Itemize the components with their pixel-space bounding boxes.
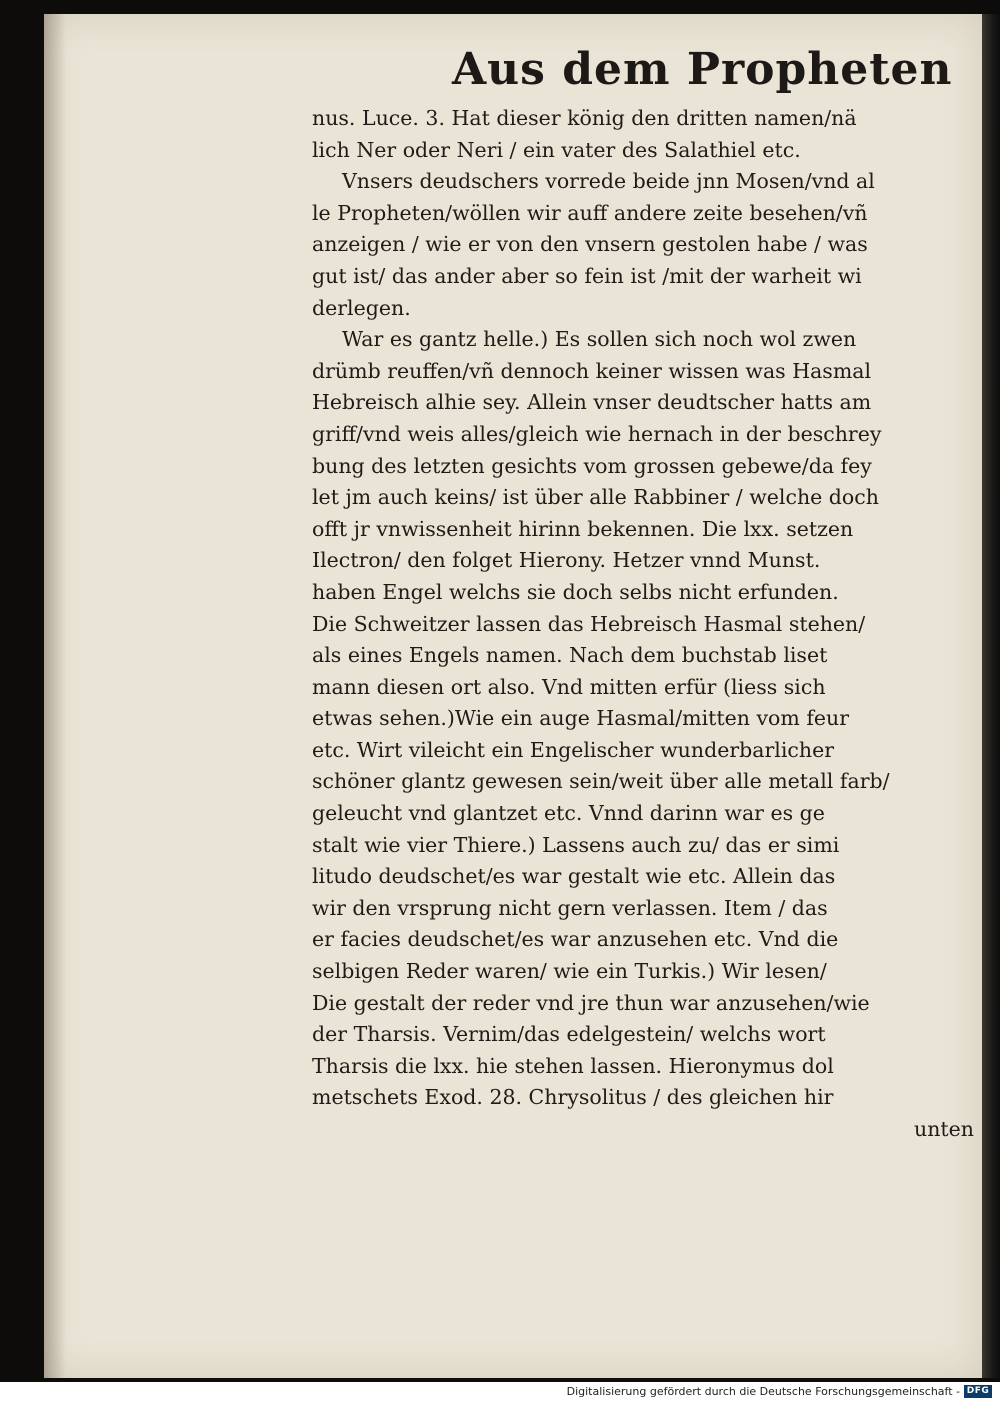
text-line: wir den vrsprung nicht gern verlassen. Item / das (312, 895, 828, 920)
text-line: etc. Wirt vileicht ein Engelischer wunderbarlicher (312, 737, 834, 762)
text-line: Die Schweitzer lassen das Hebreisch Hasmal stehen/ (312, 611, 866, 636)
text-line: er facies deudschet/es war anzusehen etc. Vnd die (312, 927, 839, 952)
running-head: Aus dem Propheten (452, 44, 953, 95)
text-line: gut ist/ das ander aber so fein ist /mit der warheit wi (312, 263, 862, 288)
page-edge (982, 14, 1000, 1378)
text-line: nus. Luce. 3. Hat dieser könig den dritten namen/nä (312, 106, 857, 130)
text-line: bung des letzten gesichts vom grossen gebewe/da fey (312, 453, 872, 478)
text-line: metschets Exod. 28. Chrysolitus / des gleichen hir (312, 1085, 834, 1110)
text-line: Ilectron/ den folget Hierony. Hetzer vnnd Munst. (312, 548, 821, 573)
text-line: griff/vnd weis alles/gleich wie hernach in der beschrey (312, 421, 882, 446)
body-text (312, 103, 974, 1146)
text-line: selbigen Reder waren/ wie ein Turkis.) Wir lesen/ (312, 959, 827, 984)
text-line: let jm auch keins/ ist über alle Rabbiner / welche doch (312, 485, 879, 510)
text-line: anzeigen / wie er von den vnsern gestolen habe / was (312, 232, 868, 257)
funding-credit: Digitalisierung gefördert durch die Deutsche Forschungsgemeinschaft - (566, 1385, 960, 1398)
footer-bar (0, 1382, 1000, 1402)
text-line: stalt wie vier Thiere.) Lassens auch zu/ das er simi (312, 832, 840, 857)
page-gutter-shadow (44, 14, 66, 1378)
text-line: haben Engel welchs sie doch selbs nicht erfunden. (312, 579, 839, 604)
text-line: als eines Engels namen. Nach dem buchstab liset (312, 643, 828, 668)
text-line: offt jr vnwissenheit hirinn bekennen. Die lxx. setzen (312, 516, 854, 541)
text-line: lich Ner oder Neri / ein vater des Salathiel etc. (312, 137, 801, 162)
text-line: der Tharsis. Vernim/das edelgestein/ welchs wort (312, 1022, 826, 1047)
text-line: schöner glantz gewesen sein/weit über alle metall farb/ (312, 769, 890, 794)
text-line: Die gestalt der reder vnd jre thun war anzusehen/wie (312, 990, 870, 1015)
catchword: unten (914, 1117, 974, 1141)
text-line: Vnsers deudschers vorrede beide jnn Mosen/vnd al (342, 169, 875, 194)
dfg-logo: DFG (964, 1385, 992, 1398)
text-line: drümb reuffen/vñ dennoch keiner wissen was Hasmal (312, 358, 872, 383)
text-line: litudo deudschet/es war gestalt wie etc. Allein das (312, 864, 836, 889)
text-line: Hebreisch alhie sey. Allein vnser deudtscher hatts am (312, 390, 872, 415)
text-line: etwas sehen.)Wie ein auge Hasmal/mitten vom feur (312, 706, 850, 731)
text-line: derlegen. (312, 295, 411, 320)
text-line: le Propheten/wöllen wir auff andere zeite besehen/vñ (312, 200, 868, 225)
text-line: mann diesen ort also. Vnd mitten erfür (liess sich (312, 674, 826, 699)
text-line: Tharsis die lxx. hie stehen lassen. Hieronymus dol (312, 1053, 834, 1078)
text-line: geleucht vnd glantzet etc. Vnnd darinn war es ge (312, 801, 825, 826)
text-line: War es gantz helle.) Es sollen sich noch wol zwen (342, 327, 857, 352)
